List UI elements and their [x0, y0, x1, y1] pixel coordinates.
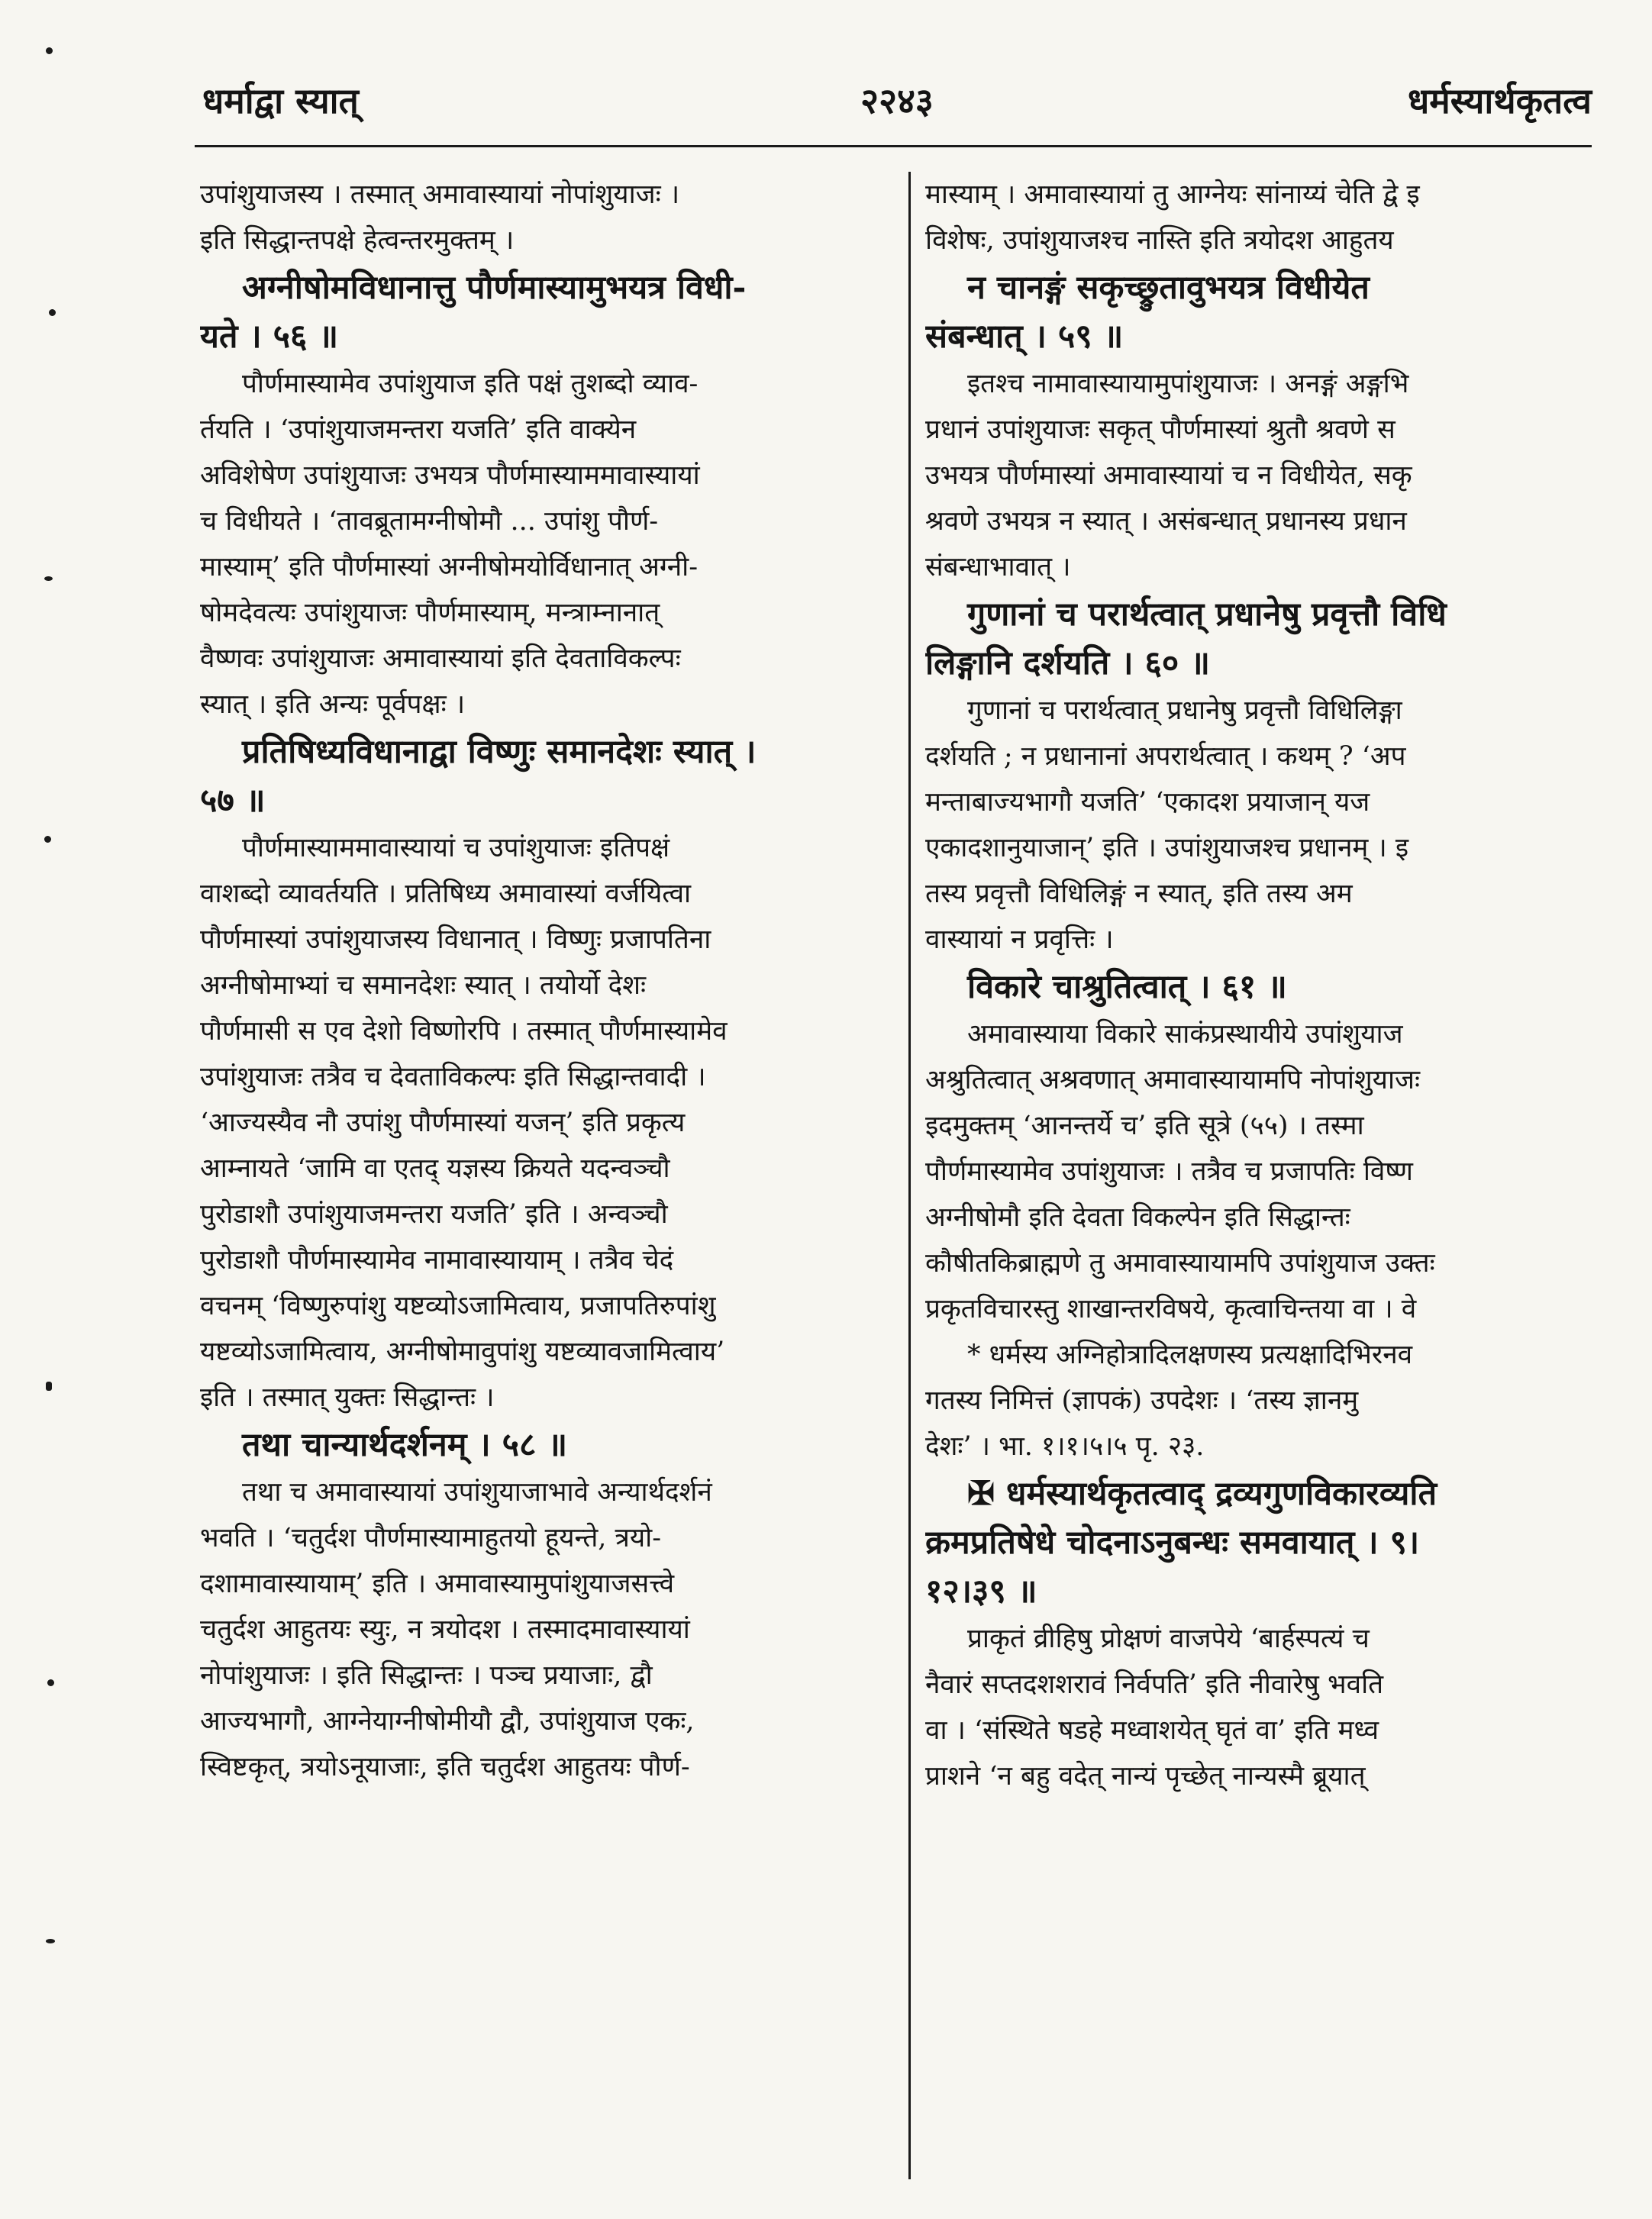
text-line: श्रवणे उभयत्र न स्यात् । असंबन्धात् प्रधानस्य प्रधान	[925, 506, 1407, 537]
text-line: एकादशानुयाजान्’ इति । उपांशुयाजश्च प्रधानम् । इ	[925, 833, 1409, 863]
scan-speck	[47, 1679, 54, 1686]
header-rule	[195, 145, 1592, 147]
text-line: आम्नायते ‘जामि वा एतद् यज्ञस्य क्रियते यदन्वञ्चौ	[200, 1153, 670, 1184]
text-line: वास्यायां न प्रवृत्तिः ।	[925, 924, 1114, 955]
text-line: आज्यभागौ, आग्नेयाग्नीषोमीयौ द्वौ, उपांशुयाज एकः,	[200, 1706, 695, 1737]
text-line: संबन्धात् । ५९ ॥	[925, 318, 1124, 356]
scan-speck	[46, 1939, 55, 1943]
sutra-heading	[200, 727, 887, 825]
text-line: पुरोडाशौ पौर्णमास्यामेव नामावास्यायाम् । तत्रैव चेदं	[200, 1245, 674, 1276]
text-line: अश्रुतित्वात् अश्रवणात् अमावास्यायामपि नोपांशुयाजः	[925, 1065, 1421, 1095]
sutra-heading	[925, 590, 1612, 688]
text-line: स्विष्टकृत्, त्रयोऽनूयाजाः, इति चतुर्दश आहुतयः पौर्ण-	[200, 1752, 690, 1782]
sutra-heading	[925, 1469, 1612, 1616]
text-line: पौर्णमास्यामेव उपांशुयाज इति पक्षं तुशब्दो व्याव-	[242, 369, 699, 399]
commentary-paragraph	[925, 1332, 1612, 1469]
sutra-heading	[200, 1421, 887, 1469]
commentary-paragraph	[200, 361, 887, 727]
sutra-heading	[200, 263, 887, 361]
left-column	[200, 172, 887, 2179]
text-line: संबन्धाभावात् ।	[925, 552, 1071, 582]
text-line: नैवारं सप्तदशशरावं निर्वपति’ इति नीवारेषु भवति	[925, 1669, 1384, 1700]
text-line: अग्नीषोमाभ्यां च समानदेशः स्यात् । तयोर्यो देशः	[200, 970, 647, 1001]
text-line: प्राकृतं व्रीहिषु प्रोक्षणं वाजपेये ‘बार्हस्पत्यं च	[967, 1624, 1370, 1654]
text-line: न चानङ्गं सकृच्छ्रुतावुभयत्र विधीयेत	[967, 269, 1370, 307]
scan-speck	[46, 47, 53, 54]
text-line: * धर्मस्य अग्निहोत्रादिलक्षणस्य प्रत्यक्षादिभिरनव	[967, 1340, 1413, 1370]
text-line: पौर्णमास्यां उपांशुयाजस्य विधानात् । विष्णुः प्रजापतिना	[200, 924, 711, 955]
text-line: पौर्णमासी स एव देशो विष्णोरपि । तस्मात् पौर्णमास्यामेव	[200, 1016, 728, 1047]
commentary-paragraph	[200, 1469, 887, 1790]
text-line: ‘आज्यस्यैव नौ उपांशु पौर्णमास्यां यजन्’ इति प्रकृत्य	[200, 1108, 686, 1138]
text-line: प्रतिषिध्यविधानाद्वा विष्णुः समानदेशः स्यात् ।	[242, 733, 757, 771]
text-line: प्रधानं उपांशुयाजः सकृत् पौर्णमास्यां श्रुतौ श्रवणे स	[925, 414, 1395, 445]
text-line: यते । ५६ ॥	[200, 318, 339, 356]
text-line: प्रकृतविचारस्तु शाखान्तरविषये, कृत्वाचिन्तया वा । वे	[925, 1294, 1417, 1324]
text-line: लिङ्गानि दर्शयति । ६० ॥	[925, 644, 1210, 682]
commentary-paragraph	[200, 172, 887, 263]
text-line: ५७ ॥	[200, 782, 266, 820]
text-line: उपांशुयाजः तत्रैव च देवताविकल्पः इति सिद्धान्तवादी ।	[200, 1062, 706, 1092]
commentary-paragraph	[925, 361, 1612, 590]
text-line: पुरोडाशौ उपांशुयाजमन्तरा यजति’ इति । अन्वञ्चौ	[200, 1199, 668, 1230]
text-line: अग्नीषोमविधानात्तु पौर्णमास्यामुभयत्र विधी-	[242, 269, 747, 307]
text-line: इति । तस्मात् युक्तः सिद्धान्तः ।	[200, 1382, 495, 1413]
text-line: मास्याम्’ इति पौर्णमास्यां अग्नीषोमयोर्विधानात् अग्नी-	[200, 552, 699, 582]
text-line: इति सिद्धान्तपक्षे हेत्वन्तरमुक्तम् ।	[200, 225, 515, 256]
running-head-left: धर्माद्वा स्यात्	[202, 80, 359, 121]
sutra-heading	[925, 263, 1612, 361]
text-line: तथा चान्यार्थदर्शनम् । ५८ ॥	[242, 1426, 568, 1464]
text-line: चतुर्दश आहुतयः स्युः, न त्रयोदश । तस्मादमावास्यायां	[200, 1614, 690, 1645]
text-line: वैष्णवः उपांशुयाजः अमावास्यायां इति देवताविकल्पः	[200, 643, 681, 674]
text-line: दशामावास्यायाम्’ इति । अमावास्यामुपांशुयाजसत्त्वे	[200, 1569, 675, 1599]
text-line: कौषीतकिब्राह्मणे तु अमावास्यायामपि उपांशुयाज उक्तः	[925, 1248, 1435, 1279]
text-line: अविशेषेण उपांशुयाजः उभयत्र पौर्णमास्याममावास्यायां	[200, 460, 700, 491]
text-line: इदमुक्तम् ‘आनन्तर्ये च’ इति सूत्रे (५५) । तस्मा	[925, 1111, 1364, 1141]
text-line: ✠ धर्मस्यार्थकृतत्वाद् द्रव्यगुणविकारव्यति	[967, 1475, 1437, 1513]
running-head-right: धर्मस्यार्थकृतत्व	[1408, 80, 1592, 121]
text-line: पौर्णमास्याममावास्यायां च उपांशुयाजः इतिपक्षं	[242, 833, 670, 863]
sutra-heading	[925, 963, 1612, 1011]
text-line: षोमदेवत्यः उपांशुयाजः पौर्णमास्याम्, मन्त्राम्नानात्	[200, 598, 660, 628]
commentary-paragraph	[925, 1011, 1612, 1332]
text-line: अग्नीषोमौ इति देवता विकल्पेन इति सिद्धान्तः	[925, 1202, 1350, 1233]
text-line: च विधीयते । ‘तावब्रूतामग्नीषोमौ ... उपांशु पौर्ण-	[200, 506, 659, 537]
text-line: गुणानां च परार्थत्वात् प्रधानेषु प्रवृत्तौ विधिलिङ्गा	[967, 695, 1402, 726]
text-line: वा । ‘संस्थिते षडहे मध्वाशयेत् घृतं वा’ इति मध्व	[925, 1715, 1379, 1746]
page-header	[202, 76, 1592, 137]
scan-speck	[46, 1382, 52, 1391]
text-line: गुणानां च परार्थत्वात् प्रधानेषु प्रवृत्तौ विधि	[967, 595, 1447, 634]
right-column	[925, 172, 1612, 2179]
commentary-paragraph	[925, 1616, 1612, 1799]
text-line: दर्शयति ; न प्रधानानां अपरार्थत्वात् । कथम् ? ‘अप	[925, 741, 1406, 772]
text-line: भवति । ‘चतुर्दश पौर्णमास्यामाहुतयो हूयन्ते, त्रयो-	[200, 1523, 662, 1553]
text-line: १२।३९ ॥	[925, 1572, 1037, 1611]
text-line: मन्ताबाज्यभागौ यजति’ ‘एकादश प्रयाजान् यज	[925, 787, 1370, 818]
commentary-paragraph	[925, 688, 1612, 963]
text-line: मास्याम् । अमावास्यायां तु आग्नेयः सांनाय्यं चेति द्वे इ	[925, 179, 1420, 210]
page-number: २२४३	[860, 80, 934, 121]
text-line: प्राशने ‘न बहु वदेत् नान्यं पृच्छेत् नान्यस्मै ब्रूयात्	[925, 1761, 1366, 1792]
text-line: यष्टव्योऽजामित्वाय, अग्नीषोमावुपांशु यष्टव्यावजामित्वाय’	[200, 1337, 725, 1367]
text-line: गतस्य निमित्तं (ज्ञापकं) उपदेशः । ‘तस्य ज्ञानमु	[925, 1385, 1359, 1416]
text-line: स्यात् । इति अन्यः पूर्वपक्षः ।	[200, 689, 466, 720]
text-line: र्तयति । ‘उपांशुयाजमन्तरा यजति’ इति वाक्येन	[200, 414, 637, 445]
text-line: तथा च अमावास्यायां उपांशुयाजाभावे अन्यार्थदर्शनं	[242, 1477, 712, 1508]
text-line: देशः’ । भा. १।१।५।५ पृ. २३.	[925, 1431, 1205, 1462]
text-line: क्रमप्रतिषेधे चोदनाऽनुबन्धः समवायात् । ९।	[925, 1524, 1420, 1562]
text-line: उपांशुयाजस्य । तस्मात् अमावास्यायां नोपांशुयाजः ।	[200, 179, 680, 210]
column-divider	[908, 172, 911, 2179]
text-line: इतश्च नामावास्यायामुपांशुयाजः । अनङ्गं अङ्गभि	[967, 369, 1409, 399]
text-line: उभयत्र पौर्णमास्यां अमावास्यायां च न विधीयेत, सकृ	[925, 460, 1412, 491]
scan-speck	[49, 309, 56, 316]
commentary-paragraph	[925, 172, 1612, 263]
text-line: तस्य प्रवृत्तौ विधिलिङ्गं न स्यात्, इति तस्य अम	[925, 879, 1353, 909]
commentary-paragraph	[200, 825, 887, 1421]
scan-speck	[44, 836, 51, 843]
text-line: विशेषः, उपांशुयाजश्च नास्ति इति त्रयोदश आहुतय	[925, 225, 1394, 256]
text-line: वाशब्दो व्यावर्तयति । प्रतिषिध्य अमावास्यां वर्जयित्वा	[200, 879, 692, 909]
scan-speck	[44, 576, 53, 581]
text-line: वचनम् ‘विष्णुरुपांशु यष्टव्योऽजामित्वाय, प्रजापतिरुपांशु	[200, 1291, 716, 1321]
text-line: नोपांशुयाजः । इति सिद्धान्तः । पञ्च प्रयाजाः, द्वौ	[200, 1660, 653, 1691]
text-line: पौर्णमास्यामेव उपांशुयाजः । तत्रैव च प्रजापतिः विष्ण	[925, 1156, 1413, 1187]
text-line: विकारे चाश्रुतित्वात् । ६१ ॥	[967, 968, 1287, 1006]
text-line: अमावास्याया विकारे साकंप्रस्थायीये उपांशुयाज	[967, 1019, 1403, 1050]
